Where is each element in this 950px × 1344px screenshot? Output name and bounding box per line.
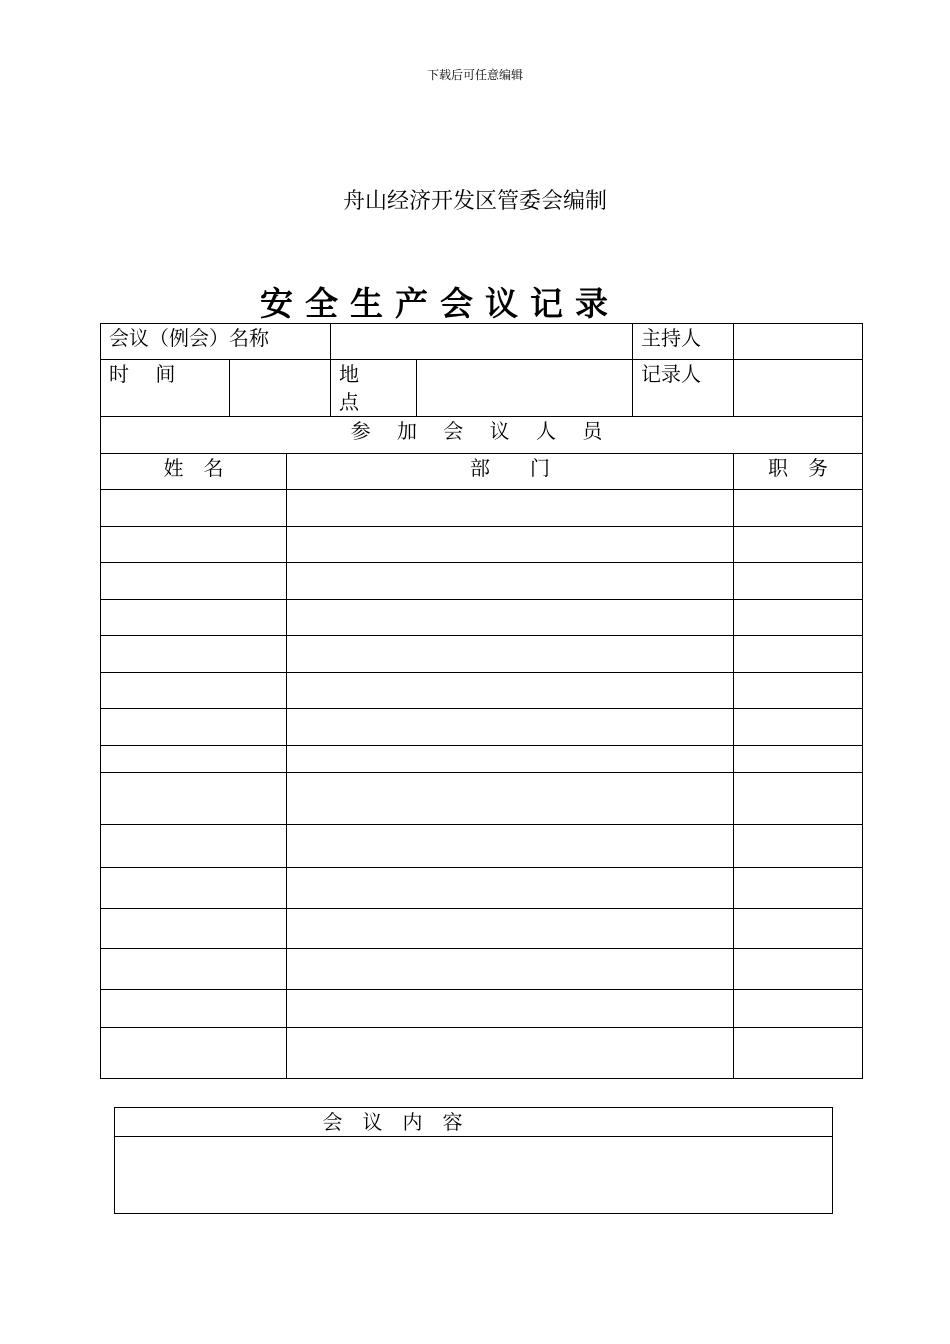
attendee-row [101, 773, 863, 825]
attendee-name-cell[interactable] [101, 746, 287, 773]
attendee-row [101, 563, 863, 600]
attendee-position-cell[interactable] [734, 673, 863, 709]
attendee-row [101, 527, 863, 563]
attendee-position-cell[interactable] [734, 1028, 863, 1079]
attendee-row [101, 868, 863, 909]
content-label: 会 议 内 容 [115, 1108, 833, 1137]
attendee-position-cell[interactable] [734, 773, 863, 825]
attendee-position-cell[interactable] [734, 746, 863, 773]
attendee-position-cell[interactable] [734, 909, 863, 949]
attendee-department-cell[interactable] [287, 746, 734, 773]
attendee-name-cell[interactable] [101, 1028, 287, 1079]
attendee-department-cell[interactable] [287, 868, 734, 909]
recorder-field[interactable] [734, 360, 863, 417]
attendee-row [101, 600, 863, 636]
attendee-department-cell[interactable] [287, 600, 734, 636]
attendee-department-cell[interactable] [287, 527, 734, 563]
attendee-row [101, 909, 863, 949]
content-field[interactable] [115, 1137, 833, 1214]
attendee-position-cell[interactable] [734, 636, 863, 673]
attendee-department-cell[interactable] [287, 709, 734, 746]
attendee-name-cell[interactable] [101, 600, 287, 636]
attendee-department-cell[interactable] [287, 909, 734, 949]
attendee-position-cell[interactable] [734, 990, 863, 1028]
attendee-department-cell[interactable] [287, 636, 734, 673]
attendee-name-cell[interactable] [101, 527, 287, 563]
host-field[interactable] [734, 324, 863, 360]
attendee-position-cell[interactable] [734, 949, 863, 990]
attendee-name-cell[interactable] [101, 636, 287, 673]
attendee-department-cell[interactable] [287, 990, 734, 1028]
time-label: 时 间 [101, 360, 230, 417]
time-place-row [101, 360, 863, 417]
attendee-row [101, 990, 863, 1028]
attendee-row [101, 673, 863, 709]
attendee-name-cell[interactable] [101, 868, 287, 909]
attendee-department-cell[interactable] [287, 825, 734, 868]
attendee-name-cell[interactable] [101, 909, 287, 949]
meeting-name-field[interactable] [331, 324, 633, 360]
meeting-name-label: 会议（例会）名称 [101, 324, 331, 360]
recorder-label: 记录人 [633, 360, 734, 417]
attendee-department-cell[interactable] [287, 773, 734, 825]
attendee-name-cell[interactable] [101, 990, 287, 1028]
content-body-row [115, 1137, 833, 1214]
attendee-position-cell[interactable] [734, 825, 863, 868]
attendee-row [101, 709, 863, 746]
organization: 舟山经济开发区管委会编制 [342, 189, 607, 214]
attendee-name-cell[interactable] [101, 709, 287, 746]
attendee-department-cell[interactable] [287, 949, 734, 990]
col-department-header: 部 门 [287, 454, 734, 490]
attendee-name-cell[interactable] [101, 825, 287, 868]
attendee-name-cell[interactable] [101, 563, 287, 600]
attendee-row [101, 949, 863, 990]
attendee-department-cell[interactable] [287, 490, 734, 527]
attendees-header-row [101, 417, 863, 454]
attendee-position-cell[interactable] [734, 490, 863, 527]
attendee-department-cell[interactable] [287, 563, 734, 600]
header-note: 下载后可任意编辑 [426, 68, 523, 82]
col-name-header: 姓 名 [101, 454, 287, 490]
host-label: 主持人 [633, 324, 734, 360]
time-field[interactable] [230, 360, 331, 417]
meeting-content-table [114, 1107, 833, 1214]
attendee-position-cell[interactable] [734, 563, 863, 600]
place-label: 地 点 [331, 360, 417, 417]
document-title: 安全生产会议记录 [260, 284, 620, 323]
attendee-row [101, 1028, 863, 1079]
meeting-record-table [100, 323, 863, 1079]
col-position-header: 职 务 [734, 454, 863, 490]
attendee-department-cell[interactable] [287, 673, 734, 709]
attendee-rows [101, 490, 863, 1079]
attendee-row [101, 746, 863, 773]
attendee-position-cell[interactable] [734, 868, 863, 909]
attendee-name-cell[interactable] [101, 673, 287, 709]
attendee-position-cell[interactable] [734, 527, 863, 563]
attendee-row [101, 490, 863, 527]
attendee-name-cell[interactable] [101, 490, 287, 527]
attendee-name-cell[interactable] [101, 773, 287, 825]
place-field[interactable] [417, 360, 633, 417]
attendee-position-cell[interactable] [734, 709, 863, 746]
attendee-department-cell[interactable] [287, 1028, 734, 1079]
column-header-row [101, 454, 863, 490]
content-header-row [115, 1108, 833, 1137]
meeting-name-row [101, 324, 863, 360]
attendees-label: 参 加 会 议 人 员 [101, 417, 863, 454]
attendee-row [101, 825, 863, 868]
attendee-name-cell[interactable] [101, 949, 287, 990]
attendee-row [101, 636, 863, 673]
attendee-position-cell[interactable] [734, 600, 863, 636]
